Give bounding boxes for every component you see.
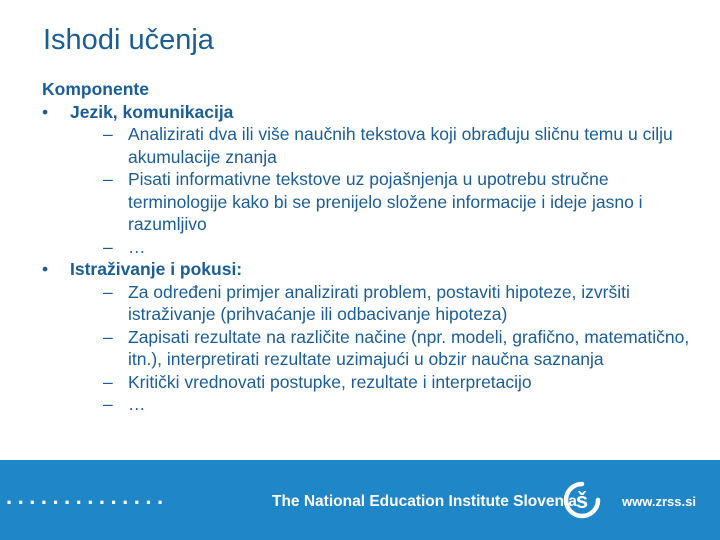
list-item-text: Za određeni primjer analizirati problem, postaviti hipoteze, izvršiti istraživanje (prihvaćanje ili odbacivanje hipoteza) [128,281,630,324]
footer-banner [0,460,720,540]
list-item-text: Zapisati rezultate na različite načine (npr. modeli, grafično, matematično, itn.), interpretirati rezultate uzimajući u obzir naučna saznanja [128,326,690,369]
dash-icon: – [103,169,113,189]
bullet-icon: • [42,259,49,279]
list-item [70,393,694,416]
list-item [70,168,694,236]
list-item [70,236,694,259]
list-item-text: … [128,236,146,257]
dash-icon: – [103,124,113,144]
list-item [70,371,694,394]
bullet-icon: • [42,101,49,122]
list-item [70,281,694,326]
list-item [70,123,694,168]
website-link[interactable]: www.zrss.si [622,494,696,509]
section-label: Jezik, komunikacija [70,101,234,122]
list-item-text: … [128,394,146,414]
zrss-logo-icon [562,480,602,520]
dash-icon: – [103,371,113,392]
slide-title: Ishodi učenja [43,24,214,56]
section-research [42,258,702,281]
dash-icon: – [103,281,113,302]
list-item [70,326,694,371]
list-item-text: Analizirati dva ili više naučnih tekstova koji obrađuju sličnu temu u cilju akumulacije znanja [128,124,673,167]
dash-icon: – [103,326,113,347]
list-item-text: Pisati informativne tekstove uz pojašnjenja u upotrebu stručne terminologije kako bi se prenijelo složene informacije i ideje jasno i razumljivo [128,169,643,234]
components-heading: Komponente [42,79,149,99]
svg-text:š: š [575,488,589,513]
footer-dots: .............. [6,484,169,509]
dash-icon: – [103,394,113,414]
institute-name: The National Education Institute Slovenia [272,493,577,510]
section-language [42,101,702,124]
section-label: Istraživanje i pokusi: [70,259,243,279]
slide-content [42,78,702,416]
dash-icon: – [103,236,113,257]
list-item-text: Kritički vrednovati postupke, rezultate i interpretacijo [128,371,532,392]
